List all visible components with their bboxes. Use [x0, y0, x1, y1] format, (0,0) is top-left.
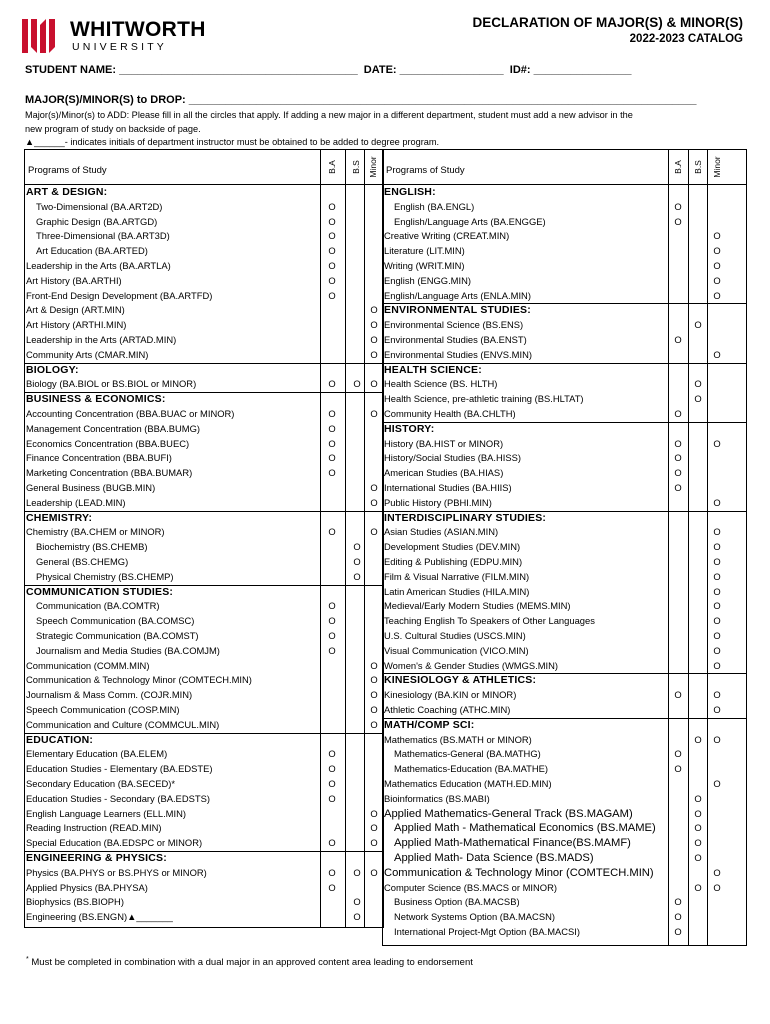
- bs-option-circle[interactable]: O: [353, 378, 361, 390]
- minor-header: Minor: [712, 156, 722, 178]
- ba-option-circle[interactable]: O: [674, 689, 682, 701]
- program-row: Communication & Technology Minor (COMTECH.MIN): [26, 674, 252, 686]
- program-row: English/Language Arts (ENLA.MIN): [384, 289, 531, 301]
- instruction-line: ▲______- indicates initials of department instructor must be obtained to be added to degree program.: [25, 137, 440, 147]
- program-row: Leadership in the Arts (BA.ARTLA): [26, 260, 171, 271]
- program-row: International Studies (BA.HIIS): [384, 482, 512, 493]
- program-row: Business Option (BA.MACSB): [394, 896, 520, 908]
- minor-header: Minor: [368, 156, 378, 178]
- program-row: Journalism and Media Studies (BA.COMJM): [36, 644, 220, 656]
- program-row: Visual Communication (VICO.MIN): [384, 644, 529, 656]
- program-row: English Language Learners (ELL.MIN): [26, 807, 186, 819]
- minor-option-circle[interactable]: O: [713, 881, 721, 893]
- ba-option-circle[interactable]: O: [328, 289, 336, 301]
- ba-option-circle[interactable]: O: [328, 200, 336, 212]
- program-row: American Studies (BA.HIAS): [384, 467, 504, 479]
- program-row: Public History (PBHI.MIN): [384, 496, 492, 508]
- minor-option-circle[interactable]: O: [370, 822, 378, 834]
- program-row: Special Education (BA.EDSPC or MINOR): [26, 837, 203, 849]
- whitworth-shield-icon: [22, 17, 64, 55]
- program-row: Secondary Education (BA.SECED)*: [26, 778, 176, 789]
- category-heading: KINESIOLOGY & ATHLETICS:: [384, 674, 537, 687]
- bs-header: B.S: [693, 160, 703, 174]
- program-row: Literature (LIT.MIN): [384, 245, 465, 257]
- program-row: Biophysics (BS.BIOPH): [26, 896, 124, 908]
- program-row: Communication and Culture (COMMCUL.MIN): [26, 718, 220, 730]
- footnote-text: Must be completed in combination with a dual major in an approved content area leading to endorsement: [31, 957, 473, 969]
- ba-option-circle[interactable]: O: [328, 245, 336, 257]
- program-row: Management Concentration (BBA.BUMG): [26, 422, 201, 434]
- program-row: Applied Mathematics-General Track (BS.MAGAM): [384, 807, 633, 820]
- program-row: International Project-Mgt Option (BA.MACSI): [394, 926, 581, 937]
- ba-option-circle[interactable]: O: [674, 452, 682, 464]
- footnote: * Must be completed in combination with a dual major in an approved content area leading to endorsement: [26, 956, 473, 969]
- category-heading: HISTORY:: [384, 422, 435, 435]
- program-row: Athletic Coaching (ATHC.MIN): [384, 704, 511, 715]
- category-heading: CHEMISTRY:: [26, 511, 93, 524]
- category-heading: ART & DESIGN:: [26, 186, 108, 198]
- minor-option-circle[interactable]: O: [713, 496, 721, 508]
- minor-option-circle[interactable]: O: [370, 689, 378, 701]
- minor-option-circle[interactable]: O: [370, 837, 378, 849]
- program-row: Mathematics (BS.MATH or MINOR): [384, 733, 532, 745]
- program-row: Mathematics-Education (BA.MATHE): [394, 763, 549, 775]
- ba-option-circle[interactable]: O: [328, 748, 336, 760]
- program-row: Editing & Publishing (EDPU.MIN): [384, 556, 523, 567]
- programs-table-left: [24, 149, 384, 928]
- program-row: Computer Science (BS.MACS or MINOR): [384, 881, 557, 893]
- minor-option-circle[interactable]: O: [713, 556, 721, 567]
- ba-option-circle[interactable]: O: [328, 230, 336, 242]
- ba-option-circle[interactable]: O: [328, 526, 336, 538]
- program-row: Network Systems Option (BA.MACSN): [394, 911, 555, 923]
- program-row: Health Science, pre-athletic training (BS.HLTAT): [384, 393, 584, 405]
- program-row: General Business (BUGB.MIN): [26, 482, 156, 493]
- program-row: Applied Math-Mathematical Finance(BS.MAMF): [394, 837, 631, 850]
- ba-header: B.A: [327, 160, 337, 174]
- minor-option-circle[interactable]: O: [713, 615, 721, 627]
- program-row: Environmental Science (BS.ENS): [384, 319, 524, 331]
- programs-table-right: [382, 149, 747, 946]
- program-row: Development Studies (DEV.MIN): [384, 541, 521, 553]
- program-row: Creative Writing (CREAT.MIN): [384, 230, 510, 242]
- minor-option-circle[interactable]: O: [713, 704, 721, 715]
- bs-option-circle[interactable]: O: [694, 852, 702, 863]
- program-row: Applied Physics (BA.PHYSA): [26, 881, 148, 893]
- ba-option-circle[interactable]: O: [674, 334, 682, 345]
- ba-option-circle[interactable]: O: [328, 467, 336, 479]
- ba-option-circle[interactable]: O: [328, 881, 336, 893]
- program-row: Applied Math- Data Science (BS.MADS): [394, 852, 594, 864]
- program-row: Art Education (BA.ARTED): [36, 245, 148, 257]
- bs-option-circle[interactable]: O: [694, 378, 702, 390]
- ba-option-circle[interactable]: O: [328, 452, 336, 464]
- minor-option-circle[interactable]: O: [713, 541, 721, 553]
- program-row: Journalism & Mass Comm. (COJR.MIN): [26, 689, 193, 701]
- ba-option-circle[interactable]: O: [328, 644, 336, 656]
- program-row: Women's & Gender Studies (WMGS.MIN): [384, 659, 559, 671]
- category-heading: EDUCATION:: [26, 733, 94, 746]
- minor-option-circle[interactable]: O: [713, 778, 721, 789]
- minor-option-circle[interactable]: O: [370, 659, 378, 671]
- logo-subtitle: UNIVERSITY: [72, 41, 168, 53]
- program-row: Bioinformatics (BS.MABI): [384, 792, 490, 804]
- program-row: Strategic Communication (BA.COMST): [36, 630, 199, 641]
- ba-option-circle[interactable]: O: [674, 200, 682, 212]
- program-row: Three-Dimensional (BA.ART3D): [36, 230, 170, 242]
- category-heading: BUSINESS & ECONOMICS:: [26, 393, 166, 406]
- program-row: U.S. Cultural Studies (USCS.MIN): [384, 630, 526, 641]
- ba-option-circle[interactable]: O: [328, 615, 336, 627]
- bs-option-circle[interactable]: O: [694, 792, 702, 804]
- program-row: Graphic Design (BA.ARTGD): [36, 215, 158, 227]
- programs-header: Programs of Study: [28, 165, 107, 176]
- category-heading: ENGINEERING & PHYSICS:: [26, 852, 167, 864]
- program-row: Environmental Studies (BA.ENST): [384, 334, 527, 345]
- program-row: Elementary Education (BA.ELEM): [26, 748, 168, 760]
- program-row: Physics (BA.PHYS or BS.PHYS or MINOR): [26, 866, 207, 878]
- program-row: Speech Communication (COSP.MIN): [26, 704, 180, 715]
- minor-option-circle[interactable]: O: [713, 437, 721, 449]
- category-heading: ENGLISH:: [384, 186, 436, 198]
- program-row: Two-Dimensional (BA.ART2D): [36, 200, 163, 212]
- bs-option-circle[interactable]: O: [694, 733, 702, 745]
- ba-option-circle[interactable]: O: [674, 926, 682, 937]
- program-row: English/Language Arts (BA.ENGGE): [394, 215, 546, 227]
- program-row: General (BS.CHEMG): [36, 556, 129, 567]
- program-row: Kinesiology (BA.KIN or MINOR): [384, 689, 517, 701]
- ba-option-circle[interactable]: O: [328, 422, 336, 434]
- minor-option-circle[interactable]: O: [713, 245, 721, 257]
- program-row: Biochemistry (BS.CHEMB): [36, 541, 148, 553]
- program-row: Accounting Concentration (BBA.BUAC or MINOR): [26, 408, 235, 419]
- ba-option-circle[interactable]: O: [674, 467, 682, 479]
- ba-option-circle[interactable]: O: [328, 763, 336, 775]
- program-row: Film & Visual Narrative (FILM.MIN): [384, 570, 530, 582]
- ba-option-circle[interactable]: O: [674, 437, 682, 449]
- program-row: Community Arts (CMAR.MIN): [26, 348, 149, 360]
- program-row: Education Studies - Secondary (BA.EDSTS): [26, 792, 210, 804]
- ba-option-circle[interactable]: O: [674, 911, 682, 923]
- program-row: Writing (WRIT.MIN): [384, 260, 465, 271]
- student-info-line[interactable]: STUDENT NAME: _______________________________________ DATE: _________________ ID#: ________________: [25, 64, 632, 76]
- whitworth-logo: [22, 17, 206, 57]
- bs-option-circle[interactable]: O: [694, 319, 702, 331]
- category-heading: HEALTH SCIENCE:: [384, 363, 482, 376]
- minor-option-circle[interactable]: O: [370, 408, 378, 419]
- ba-option-circle[interactable]: O: [328, 837, 336, 849]
- logo-name: WHITWORTH: [70, 18, 206, 41]
- program-row: Latin American Studies (HILA.MIN): [384, 585, 530, 597]
- category-heading: BIOLOGY:: [26, 363, 79, 376]
- minor-option-circle[interactable]: O: [370, 807, 378, 819]
- ba-option-circle[interactable]: O: [674, 215, 682, 227]
- program-row: English (BA.ENGL): [394, 200, 475, 212]
- minor-option-circle[interactable]: O: [713, 274, 721, 286]
- drop-line[interactable]: MAJOR(S)/MINOR(S) to DROP: ___________________________________________________________________________________: [25, 94, 697, 106]
- program-row: Communication (BA.COMTR): [36, 600, 160, 612]
- program-row: Applied Math - Mathematical Economics (BS.MAME): [394, 822, 656, 835]
- program-row: Community Health (BA.CHLTH): [384, 408, 516, 419]
- minor-option-circle[interactable]: O: [713, 260, 721, 271]
- minor-option-circle[interactable]: O: [713, 230, 721, 242]
- program-row: Mathematics-General (BA.MATHG): [394, 748, 541, 760]
- minor-option-circle[interactable]: O: [370, 718, 378, 730]
- program-row: Front-End Design Development (BA.ARTFD): [26, 289, 213, 301]
- minor-option-circle[interactable]: O: [370, 526, 378, 538]
- ba-option-circle[interactable]: O: [328, 215, 336, 227]
- program-row: Economics Concentration (BBA.BUEC): [26, 437, 190, 449]
- bs-option-circle[interactable]: O: [353, 866, 361, 878]
- bs-option-circle[interactable]: O: [694, 807, 702, 819]
- program-row: Art & Design (ART.MIN): [26, 304, 125, 316]
- minor-option-circle[interactable]: O: [713, 526, 721, 538]
- program-row: Finance Concentration (BBA.BUFI): [26, 452, 172, 464]
- program-row: Medieval/Early Modern Studies (MEMS.MIN): [384, 600, 571, 612]
- bs-option-circle[interactable]: O: [694, 881, 702, 893]
- catalog-year: 2022-2023 CATALOG: [629, 33, 743, 45]
- minor-option-circle[interactable]: O: [713, 866, 721, 878]
- ba-option-circle[interactable]: O: [674, 408, 682, 419]
- bs-option-circle[interactable]: O: [694, 822, 702, 834]
- program-row: Communication & Technology Minor (COMTECH.MIN): [384, 866, 654, 879]
- ba-option-circle[interactable]: O: [674, 896, 682, 908]
- ba-option-circle[interactable]: O: [328, 778, 336, 789]
- program-row: Art History (BA.ARTHI): [26, 274, 122, 286]
- minor-option-circle[interactable]: O: [370, 866, 378, 878]
- category-heading: MATH/COMP SCI:: [384, 718, 475, 731]
- minor-option-circle[interactable]: O: [370, 378, 378, 390]
- ba-option-circle[interactable]: O: [328, 378, 336, 390]
- ba-option-circle[interactable]: O: [328, 792, 336, 804]
- bs-option-circle[interactable]: O: [353, 541, 361, 553]
- instruction-line: new program of study on backside of page.: [25, 123, 201, 134]
- category-heading: INTERDISCIPLINARY STUDIES:: [384, 511, 547, 524]
- program-row: History/Social Studies (BA.HISS): [384, 452, 522, 464]
- minor-option-circle[interactable]: O: [370, 304, 378, 316]
- program-row: Asian Studies (ASIAN.MIN): [384, 526, 499, 538]
- ba-header: B.A: [673, 160, 683, 174]
- program-row: Art History (ARTHI.MIN): [26, 319, 127, 331]
- minor-option-circle[interactable]: O: [713, 630, 721, 641]
- minor-option-circle[interactable]: O: [713, 644, 721, 656]
- program-row: English (ENGG.MIN): [384, 274, 471, 286]
- program-row: Speech Communication (BA.COMSC): [36, 615, 195, 627]
- ba-option-circle[interactable]: O: [328, 437, 336, 449]
- program-row: Chemistry (BA.CHEM or MINOR): [26, 526, 165, 538]
- minor-option-circle[interactable]: O: [370, 482, 378, 493]
- program-row: Mathematics Education (MATH.ED.MIN): [384, 778, 552, 789]
- minor-option-circle[interactable]: O: [713, 689, 721, 701]
- program-row: Physical Chemistry (BS.CHEMP): [36, 570, 174, 582]
- section-divider: [383, 422, 746, 423]
- bs-option-circle[interactable]: O: [694, 393, 702, 405]
- minor-option-circle[interactable]: O: [713, 289, 721, 301]
- document-title: DECLARATION OF MAJOR(S) & MINOR(S): [472, 15, 743, 30]
- ba-option-circle[interactable]: O: [674, 763, 682, 775]
- minor-option-circle[interactable]: O: [370, 348, 378, 360]
- minor-option-circle[interactable]: O: [713, 600, 721, 612]
- program-row: Environmental Studies (ENVS.MIN): [384, 348, 532, 360]
- instructions: [25, 109, 735, 150]
- program-row: Marketing Concentration (BBA.BUMAR): [26, 467, 193, 479]
- program-row: Engineering (BS.ENGN)▲_______: [26, 911, 173, 923]
- bs-option-circle[interactable]: O: [353, 556, 361, 567]
- ba-option-circle[interactable]: O: [328, 600, 336, 612]
- ba-option-circle[interactable]: O: [328, 408, 336, 419]
- instruction-line: Major(s)/Minor(s) to ADD: Please fill in all the circles that apply. If adding a new major in a different department, student must add a new advisor in the: [25, 110, 633, 120]
- bs-option-circle[interactable]: O: [353, 911, 361, 923]
- program-row: Health Science (BS. HLTH): [384, 378, 498, 390]
- program-row: History (BA.HIST or MINOR): [384, 437, 504, 449]
- category-heading: ENVIRONMENTAL STUDIES:: [384, 304, 531, 317]
- program-row: Reading Instruction (READ.MIN): [26, 822, 162, 834]
- ba-option-circle[interactable]: O: [328, 274, 336, 286]
- program-row: Education Studies - Elementary (BA.EDSTE): [26, 763, 213, 775]
- program-row: Biology (BA.BIOL or BS.BIOL or MINOR): [26, 378, 197, 390]
- minor-option-circle[interactable]: O: [713, 585, 721, 597]
- minor-option-circle[interactable]: O: [713, 659, 721, 671]
- minor-option-circle[interactable]: O: [370, 334, 378, 345]
- ba-option-circle[interactable]: O: [674, 482, 682, 493]
- minor-option-circle[interactable]: O: [370, 319, 378, 331]
- ba-option-circle[interactable]: O: [328, 630, 336, 641]
- minor-option-circle[interactable]: O: [370, 704, 378, 715]
- program-row: Communication (COMM.MIN): [26, 659, 150, 671]
- ba-option-circle[interactable]: O: [328, 866, 336, 878]
- minor-option-circle[interactable]: O: [370, 674, 378, 686]
- bs-option-circle[interactable]: O: [353, 896, 361, 908]
- bs-option-circle[interactable]: O: [353, 570, 361, 582]
- minor-option-circle[interactable]: O: [713, 570, 721, 582]
- program-row: Leadership in the Arts (ARTAD.MIN): [26, 334, 177, 345]
- bs-option-circle[interactable]: O: [694, 837, 702, 849]
- programs-header: Programs of Study: [386, 165, 465, 176]
- category-heading: COMMUNICATION STUDIES:: [26, 585, 174, 598]
- minor-option-circle[interactable]: O: [713, 348, 721, 360]
- ba-option-circle[interactable]: O: [328, 260, 336, 271]
- program-row: Teaching English To Speakers of Other Languages: [384, 615, 595, 627]
- minor-option-circle[interactable]: O: [713, 733, 721, 745]
- program-row: Leadership (LEAD.MIN): [26, 496, 126, 508]
- bs-header: B.S: [351, 160, 361, 174]
- ba-option-circle[interactable]: O: [674, 748, 682, 760]
- minor-option-circle[interactable]: O: [370, 496, 378, 508]
